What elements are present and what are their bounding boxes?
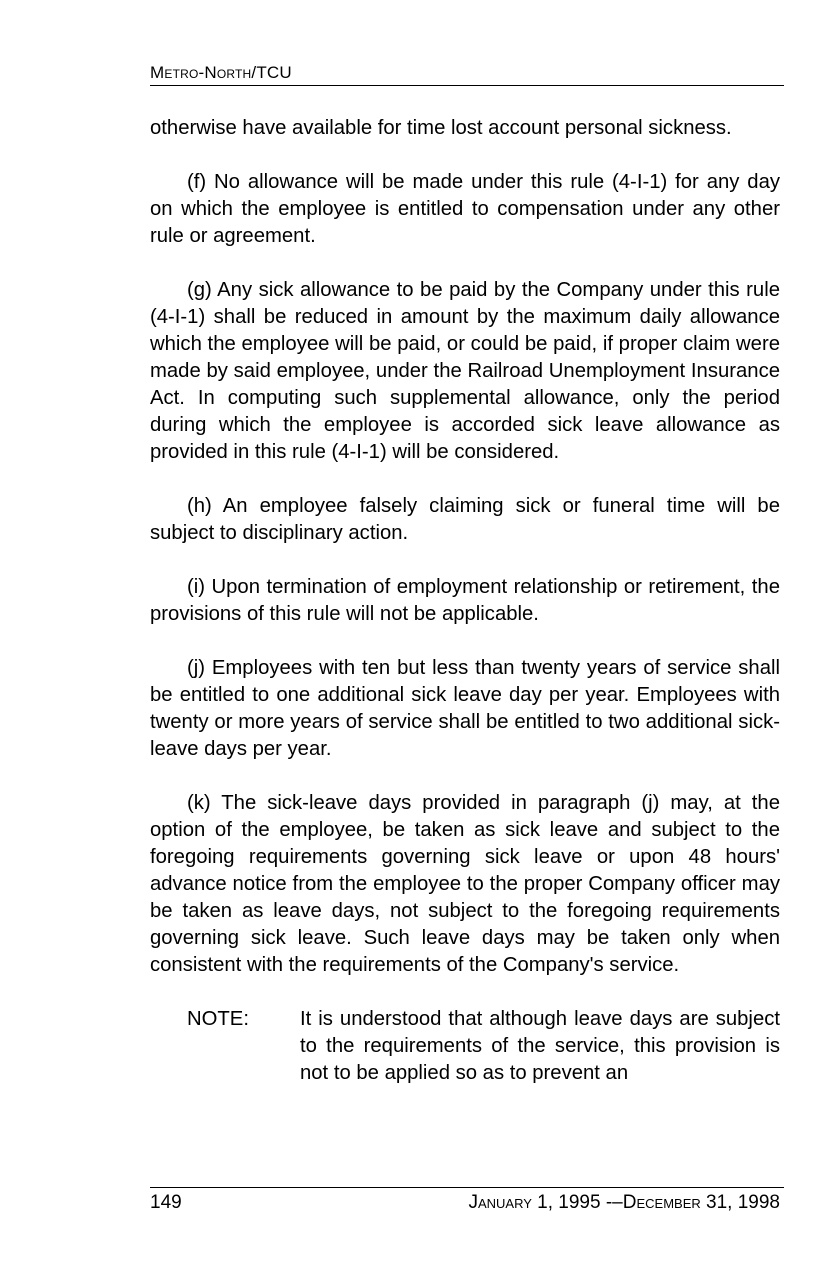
note-label: NOTE: [187, 1008, 249, 1030]
paragraph-i: (i) Upon termination of employment relationship or retirement, the provisions of this rule will not be applicable. [150, 576, 780, 625]
header-rule [150, 85, 784, 86]
agreement-date-range: January 1, 1995 -–December 31, 1998 [468, 1192, 780, 1213]
page-footer [150, 1191, 780, 1215]
paragraph-continuation: otherwise have available for time lost account personal sickness. [150, 117, 732, 139]
paragraph-f: (f) No allowance will be made under this rule (4-I-1) for any day on which the employee is entitled to compensation under any other rule or agreement. [150, 171, 780, 247]
paragraph-h: (h) An employee falsely claiming sick or funeral time will be subject to disciplinary action. [150, 495, 780, 544]
paragraph-k: (k) The sick-leave days provided in paragraph (j) may, at the option of the employee, be taken as sick leave and subject to the foregoing requirements governing sick leave or upon 48 hours' advance notice from the employee to the proper Company officer may be taken as leave days, not subject to the foregoing requirements governing sick leave. Such leave days may be taken only when consistent with the requirements of the Company's service. [150, 792, 780, 976]
note-text: It is understood that although leave days are subject to the requirements of the service, this provision is not to be applied so as to prevent an [300, 1008, 780, 1084]
paragraph-j: (j) Employees with ten but less than twenty years of service shall be entitled to one additional sick leave day per year. Employees with twenty or more years of service shall be entitled to two additional sick-leave days per year. [150, 657, 780, 760]
page-number: 149 [150, 1192, 182, 1213]
document-page [150, 0, 784, 1275]
running-header: Metro-North/TCU [150, 63, 292, 82]
note-block [150, 1006, 780, 1087]
footer-rule [150, 1187, 784, 1188]
body-text [150, 115, 780, 1087]
paragraph-g: (g) Any sick allowance to be paid by the Company under this rule (4-I-1) shall be reduced in amount by the maximum daily allowance which the employee will be paid, or could be paid, if proper claim were made by said employee, under the Railroad Unemployment Insurance Act. In computing such supplemental allowance, only the period during which the employee is accorded sick leave allowance as provided in this rule (4-I-1) will be considered. [150, 279, 780, 463]
